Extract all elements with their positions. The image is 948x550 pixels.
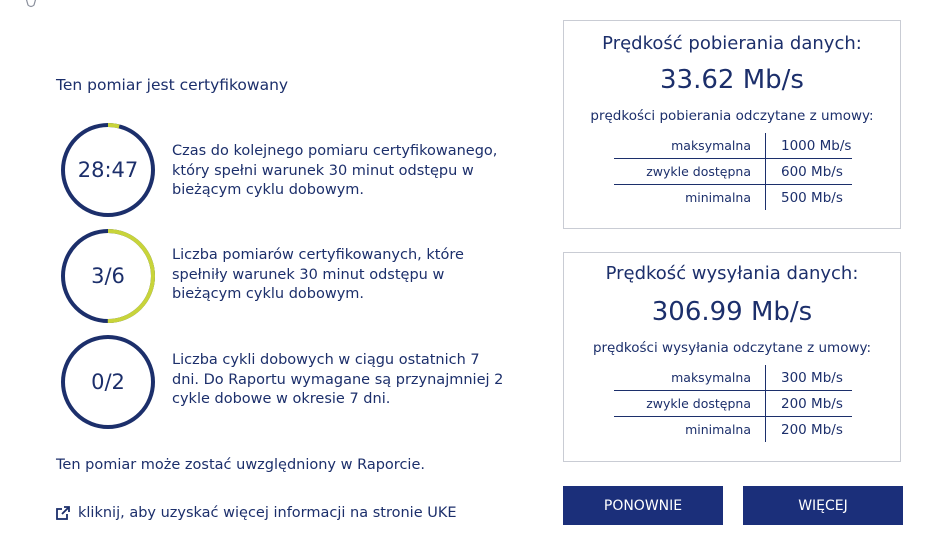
certification-title: Ten pomiar jest certyfikowany [56, 76, 289, 94]
measurements-ring [60, 228, 156, 324]
row-value: 1000 Mb/s [766, 133, 853, 159]
row-value: 300 Mb/s [766, 365, 853, 391]
description-line: który spełni warunek 30 minut odstępu w [172, 162, 474, 179]
download-speed-value: 33.62 Mb/s [660, 65, 804, 95]
upload-speed-value: 306.99 Mb/s [651, 297, 813, 327]
download-contract-subtitle: prędkości pobierania odczytane z umowy: [590, 108, 874, 124]
upload-contract-subtitle: prędkości wysyłania odczytane z umowy: [592, 340, 872, 356]
countdown-description [172, 142, 512, 201]
description-line: dni. Do Raportu wymagane są przynajmniej 2 [172, 371, 504, 388]
row-value: 500 Mb/s [781, 189, 843, 206]
again-button[interactable]: PONOWNIE [563, 486, 723, 525]
countdown-ring [60, 122, 156, 218]
row-value: 200 Mb/s [781, 421, 843, 438]
upload-title: Prędkość wysyłania danych: [605, 263, 859, 284]
report-note: Ten pomiar może zostać uwzględniony w Raporcie. [56, 457, 425, 473]
description-line: Liczba pomiarów certyfikowanych, które [172, 247, 464, 263]
description-line: cykle dobowe w okresie 7 dni. [172, 391, 391, 407]
row-label: maksymalna [614, 133, 766, 159]
row-label: minimalna [614, 417, 766, 443]
uke-info-link[interactable] [56, 505, 457, 521]
table-row [614, 417, 852, 443]
description-line: Liczba cykli dobowych w ciągu ostatnich 7 [172, 352, 480, 368]
row-label: zwykle dostępna [614, 391, 766, 417]
external-link-icon [56, 506, 70, 520]
upload-panel [563, 252, 901, 462]
download-title: Prędkość pobierania danych: [602, 33, 862, 54]
download-contract-table [614, 133, 852, 210]
table-row [614, 185, 852, 211]
corner-mark-icon [24, 0, 38, 8]
row-value: 600 Mb/s [766, 159, 853, 185]
description-line: Czas do kolejnego pomiaru certyfikowanego, [172, 143, 498, 159]
measurements-value: 3/6 [91, 264, 125, 288]
countdown-value: 28:47 [77, 158, 139, 182]
row-label: maksymalna [614, 365, 766, 391]
daily-cycles-value: 0/2 [91, 370, 125, 394]
table-row [614, 365, 852, 391]
table-row [614, 133, 852, 159]
measurements-description [172, 246, 512, 305]
uke-link-text[interactable]: kliknij, aby uzyskać więcej informacji na stronie UKE [78, 505, 457, 521]
description-line: spełniły warunek 30 minut odstępu w [172, 266, 445, 283]
row-label: minimalna [614, 185, 766, 211]
upload-contract-table [614, 365, 852, 442]
download-panel [563, 20, 901, 229]
row-label: zwykle dostępna [614, 159, 766, 185]
more-button[interactable]: WIĘCEJ [743, 486, 903, 525]
description-line: bieżącym cyklu dobowym. [172, 182, 365, 198]
table-row [614, 159, 852, 185]
row-value: 200 Mb/s [766, 391, 853, 417]
table-row [614, 391, 852, 417]
description-line: bieżącym cyklu dobowym. [172, 286, 365, 302]
daily-cycles-description [172, 351, 512, 410]
daily-cycles-ring [60, 334, 156, 430]
